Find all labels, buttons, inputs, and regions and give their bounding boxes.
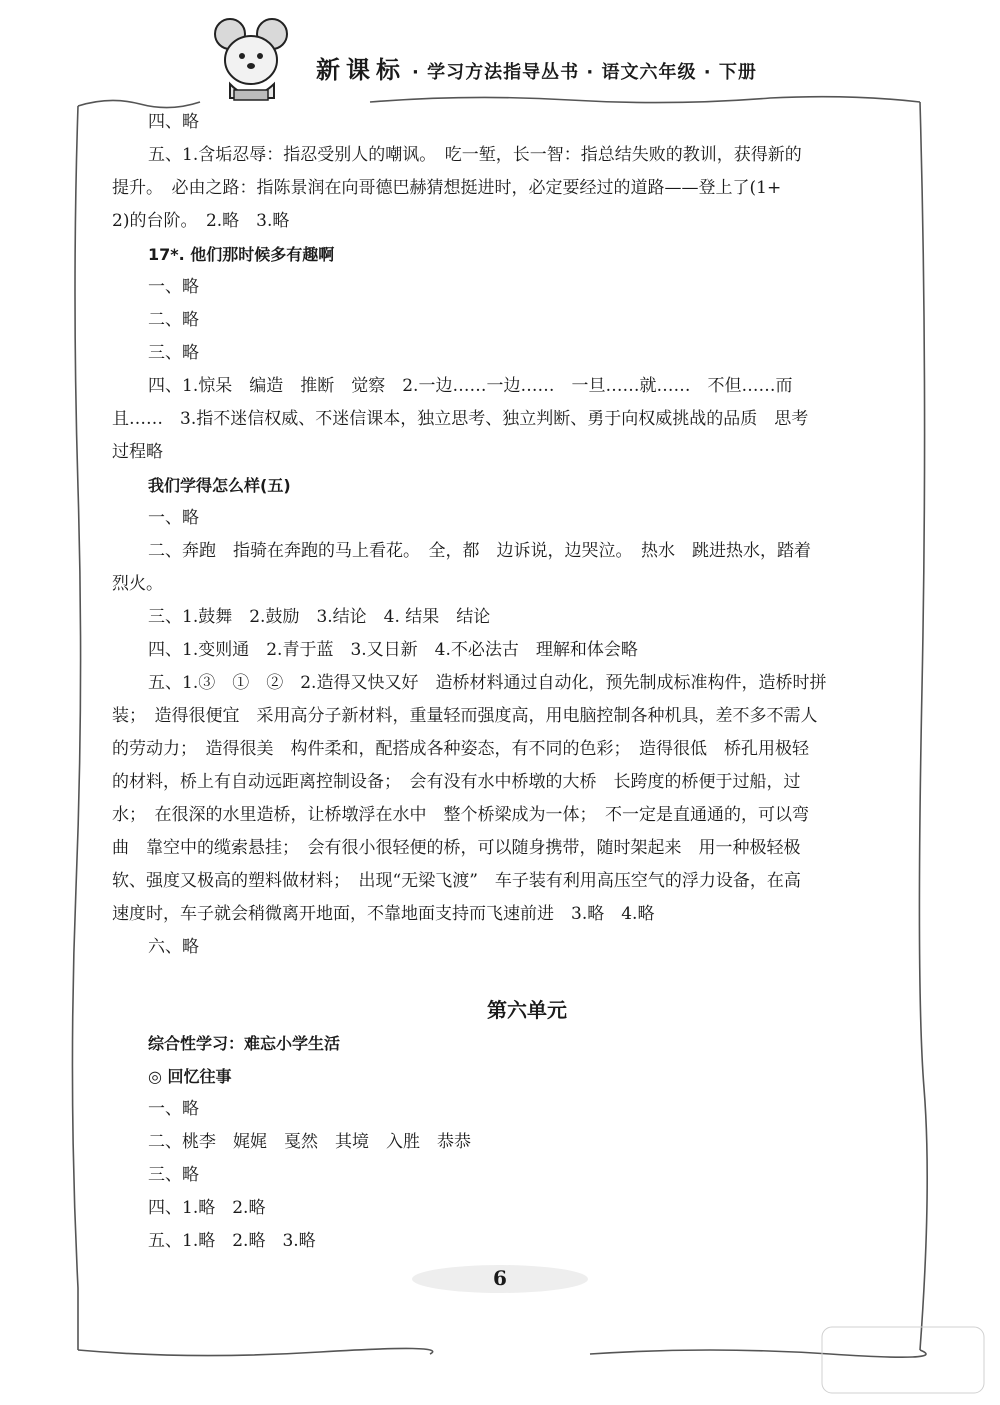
answer-line: 四、1.略 2.略 [148, 1198, 266, 1218]
answer-line: 软、强度又极高的塑料做材料； 出现“无梁飞渡” 车子装有利用高压空气的浮力设备，在高 [112, 871, 801, 891]
answer-content [112, 106, 902, 1258]
answer-line: 过程略 [112, 442, 163, 462]
answer-line: 一、略 [148, 277, 199, 297]
watermark-logo [818, 1323, 988, 1397]
answer-line: 四、1.惊呆 编造 推断 觉察 2.一边……一边…… 一旦……就…… 不但……而 [148, 376, 793, 396]
answer-line: 一、略 [148, 1099, 199, 1119]
answer-line: 三、略 [148, 343, 199, 363]
answer-line: 四、1.变则通 2.青于蓝 3.又日新 4.不必法古 理解和体会略 [148, 640, 638, 660]
answer-line: 速度时，车子就会稍微离开地面，不靠地面支持而飞速前进 3.略 4.略 [112, 904, 655, 924]
answer-line: 一、略 [148, 508, 199, 528]
answer-line: 五、1.含垢忍辱：指忍受别人的嘲讽。 吃一堑，长一智：指总结失败的教训，获得新的 [148, 145, 802, 165]
answer-line: 2)的台阶。 2.略 3.略 [112, 211, 290, 231]
answer-line: 烈火。 [112, 574, 163, 594]
answer-line: 二、略 [148, 310, 199, 330]
answer-line: 三、略 [148, 1165, 199, 1185]
answer-line: 二、桃李 娓娓 戛然 其境 入胜 恭恭 [148, 1132, 471, 1152]
section-heading: 综合性学习：难忘小学生活 [148, 1034, 341, 1053]
section-heading: 17*. 他们那时候多有趣啊 [148, 245, 335, 264]
answer-line: 二、奔跑 指骑在奔跑的马上看花。 全，都 边诉说，边哭泣。 热水 跳进热水，踏着 [148, 541, 811, 561]
answer-line: 五、1.③ ① ② 2.造得又快又好 造桥材料通过自动化，预先制成标准构件，造桥时拼 [148, 673, 827, 693]
answer-line: 提升。 必由之路：指陈景润在向哥德巴赫猜想挺进时，必定要经过的道路——登上了(1+ [112, 178, 782, 198]
section-heading: ◎ 回忆往事 [148, 1067, 232, 1086]
page-number: 6 [493, 1266, 507, 1290]
answer-line: 六、略 [148, 937, 199, 957]
answer-line: 且…… 3.指不迷信权威、不迷信课本，独立思考、独立判断、勇于向权威挑战的品质 思考 [112, 409, 809, 429]
section-heading: 我们学得怎么样(五) [148, 476, 291, 495]
answer-line: 的材料，桥上有自动远距离控制设备； 会有没有水中桥墩的大桥 长跨度的桥便于过船，过 [112, 772, 801, 792]
page-header [316, 50, 757, 85]
answer-line: 五、1.略 2.略 3.略 [148, 1231, 316, 1251]
series-title: 新课标 [316, 56, 406, 84]
answer-line: 装； 造得很便宜 采用高分子新材料，重量轻而强度高，用电脑控制各种机具，差不多不需人 [112, 706, 818, 726]
answer-line: 三、1.鼓舞 2.鼓励 3.结论 4. 结果 结论 [148, 607, 491, 627]
header-separator: · [412, 62, 420, 83]
answer-line: 四、略 [148, 112, 199, 132]
unit-title: 第六单元 [487, 998, 567, 1022]
series-subtitle: 学习方法指导丛书 · 语文六年级 · 下册 [427, 62, 757, 83]
answer-line: 曲 靠空中的缆索悬挂； 会有很小很轻便的桥，可以随身携带，随时架起来 用一种极轻极 [112, 838, 801, 858]
answer-line: 的劳动力； 造得很美 构件柔和，配搭成各种姿态，有不同的色彩； 造得很低 桥孔用极轻 [112, 739, 809, 759]
answer-line: 水； 在很深的水里造桥，让桥墩浮在水中 整个桥梁成为一体； 不一定是直通通的，可以弯 [112, 805, 809, 825]
